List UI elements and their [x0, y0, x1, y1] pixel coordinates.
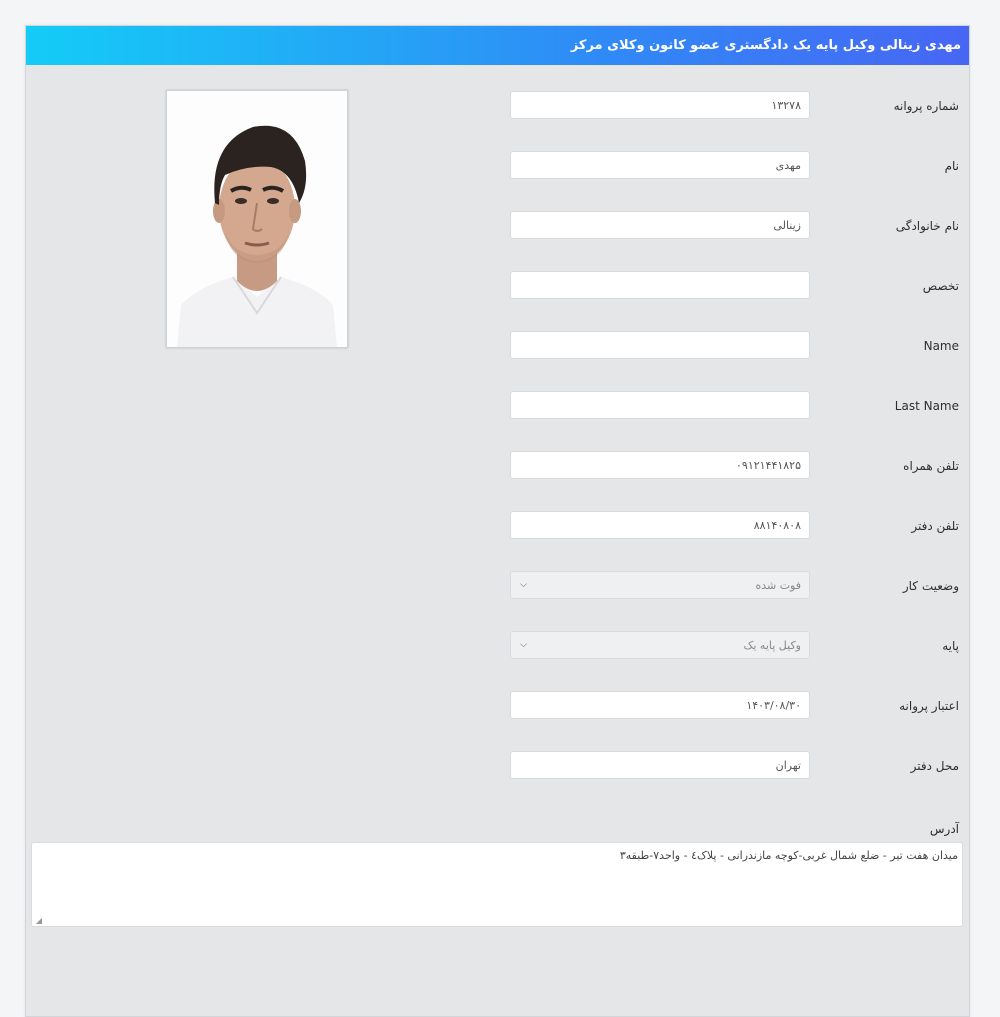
card-header	[26, 26, 969, 65]
office-location-field[interactable]: تهران	[510, 751, 810, 779]
row-specialty	[26, 271, 969, 301]
office-phone-field[interactable]: ۸۸۱۴۰۸۰۸	[510, 511, 810, 539]
license-number-label: شماره پروانه	[893, 99, 959, 113]
specialty-field[interactable]	[510, 271, 810, 299]
row-last-name	[26, 211, 969, 241]
work-status-value: فوت شده	[755, 578, 801, 592]
row-work-status	[26, 571, 969, 601]
work-status-select[interactable]	[510, 571, 810, 599]
last-name-field[interactable]: زینالی	[510, 211, 810, 239]
last-name-en-field[interactable]	[510, 391, 810, 419]
last-name-en-label: Last Name	[894, 399, 959, 413]
profile-card	[25, 25, 970, 1017]
mobile-field[interactable]: ۰۹۱۲۱۴۴۱۸۲۵	[510, 451, 810, 479]
name-en-field[interactable]	[510, 331, 810, 359]
grade-label: پایه	[942, 639, 959, 653]
page-title: مهدی زینالی وکیل پایه یک دادگستری عضو کانون وکلای مرکز	[570, 38, 961, 53]
row-name-en	[26, 331, 969, 361]
first-name-label: نام	[944, 159, 959, 173]
specialty-label: تخصص	[922, 279, 959, 293]
address-label: آدرس	[929, 822, 959, 836]
address-textarea[interactable]	[31, 842, 963, 927]
row-mobile	[26, 451, 969, 481]
name-en-label: Name	[923, 339, 959, 353]
chevron-down-icon: ⌵	[520, 640, 527, 650]
row-license-validity	[26, 691, 969, 721]
row-office-phone	[26, 511, 969, 541]
office-phone-label: تلفن دفتر	[911, 519, 959, 533]
row-last-name-en	[26, 391, 969, 421]
grade-value: وکیل پایه یک	[743, 638, 801, 652]
license-validity-field[interactable]: ۱۴۰۳/۰۸/۳۰	[510, 691, 810, 719]
row-first-name	[26, 151, 969, 181]
grade-select[interactable]	[510, 631, 810, 659]
row-office-location	[26, 751, 969, 781]
resize-grip-icon[interactable]: ◢	[35, 916, 42, 925]
chevron-down-icon: ⌵	[520, 580, 527, 590]
row-grade	[26, 631, 969, 661]
mobile-label: تلفن همراه	[903, 459, 959, 473]
first-name-field[interactable]: مهدی	[510, 151, 810, 179]
work-status-label: وضعیت کار	[902, 579, 959, 593]
row-license-number	[26, 91, 969, 121]
address-text: میدان هفت تیر - ضلع شمال غربی-کوچه مازندرانی - پلاک٤ - واحد٧-طبقه٣	[619, 849, 958, 862]
office-location-label: محل دفتر	[910, 759, 959, 773]
last-name-label: نام خانوادگی	[895, 219, 959, 233]
license-validity-label: اعتبار پروانه	[899, 699, 959, 713]
license-number-field[interactable]: ۱۳۲۷۸	[510, 91, 810, 119]
